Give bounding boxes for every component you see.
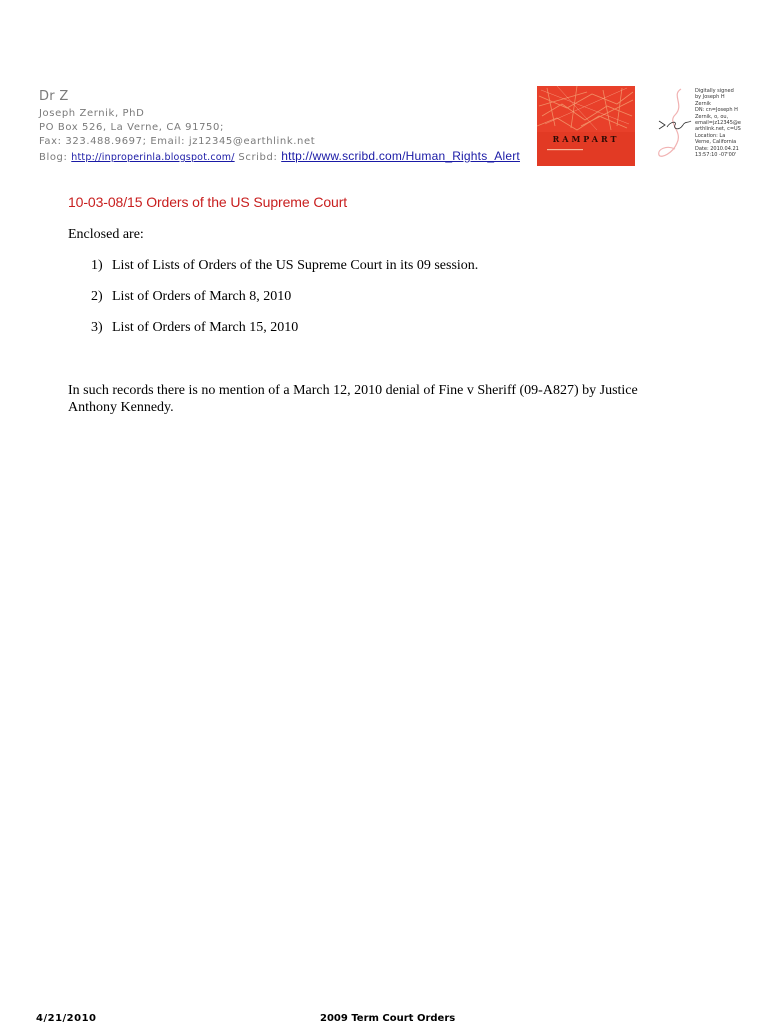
letterhead bbox=[39, 89, 520, 165]
signature-line: DN: cn=Joseph H bbox=[695, 107, 738, 114]
letterhead-fullname: Joseph Zernik, PhD bbox=[39, 108, 145, 119]
signature-line: arthlink.net, c=US bbox=[695, 126, 741, 133]
signature-line: Zernik bbox=[695, 100, 711, 107]
rampart-logo-graphic bbox=[537, 86, 635, 166]
letterhead-contact: Fax: 323.488.9697; Email: jz12345@earthlink.net bbox=[39, 136, 316, 147]
signature-line: email=jz12345@e bbox=[695, 120, 741, 127]
letterhead-address: PO Box 526, La Verne, CA 91750; bbox=[39, 122, 224, 133]
letterhead-links bbox=[39, 149, 520, 165]
rampart-logo-text: RAMPART bbox=[552, 134, 620, 144]
rampart-logo bbox=[537, 86, 635, 166]
document-intro: Enclosed are: bbox=[68, 227, 144, 242]
digital-signature-details bbox=[695, 88, 743, 158]
signature-line: Zernik, o, ou, bbox=[695, 113, 729, 120]
letterhead-name: Dr Z bbox=[39, 89, 69, 104]
list-item-text: List of Lists of Orders of the US Supreme Court in its 09 session. bbox=[112, 258, 479, 273]
blog-link[interactable]: http://inproperinla.blogspot.com/ bbox=[71, 152, 235, 163]
list-item bbox=[91, 258, 478, 289]
footer-date: 4/21/2010 bbox=[36, 1013, 97, 1024]
footer-title: 2009 Term Court Orders bbox=[320, 1013, 456, 1024]
list-item-text: List of Orders of March 8, 2010 bbox=[112, 289, 292, 304]
signature-line: Digitally signed bbox=[695, 88, 734, 94]
body-paragraph: In such records there is no mention of a March 12, 2010 denial of Fine v Sheriff (09-A827) by Justice Anthony Kennedy. bbox=[68, 383, 638, 415]
signature-line: Date: 2010.04.21 bbox=[695, 145, 739, 152]
blog-label: Blog: bbox=[39, 152, 68, 163]
list-item-text: List of Orders of March 15, 2010 bbox=[112, 320, 299, 335]
enclosure-list bbox=[91, 258, 478, 351]
list-item-number: 3) bbox=[91, 320, 103, 335]
scribd-label: Scribd: bbox=[238, 152, 278, 163]
signature-mark bbox=[653, 85, 693, 167]
list-item bbox=[91, 320, 478, 351]
list-item-number: 1) bbox=[91, 258, 103, 273]
signature-line: 13:57:10 -07'00' bbox=[695, 152, 737, 159]
rampart-subtext-graphic bbox=[547, 148, 587, 152]
signature-line: Location: La bbox=[695, 132, 726, 139]
list-item bbox=[91, 289, 478, 320]
signature-line: Verne, California bbox=[695, 139, 737, 146]
rampart-logo-subtext bbox=[547, 148, 635, 152]
list-item-number: 2) bbox=[91, 289, 103, 304]
document-title: 10-03-08/15 Orders of the US Supreme Court bbox=[68, 194, 348, 210]
signature-line: by Joseph H bbox=[695, 94, 725, 101]
scribd-link[interactable]: http://www.scribd.com/Human_Rights_Alert bbox=[281, 149, 520, 163]
